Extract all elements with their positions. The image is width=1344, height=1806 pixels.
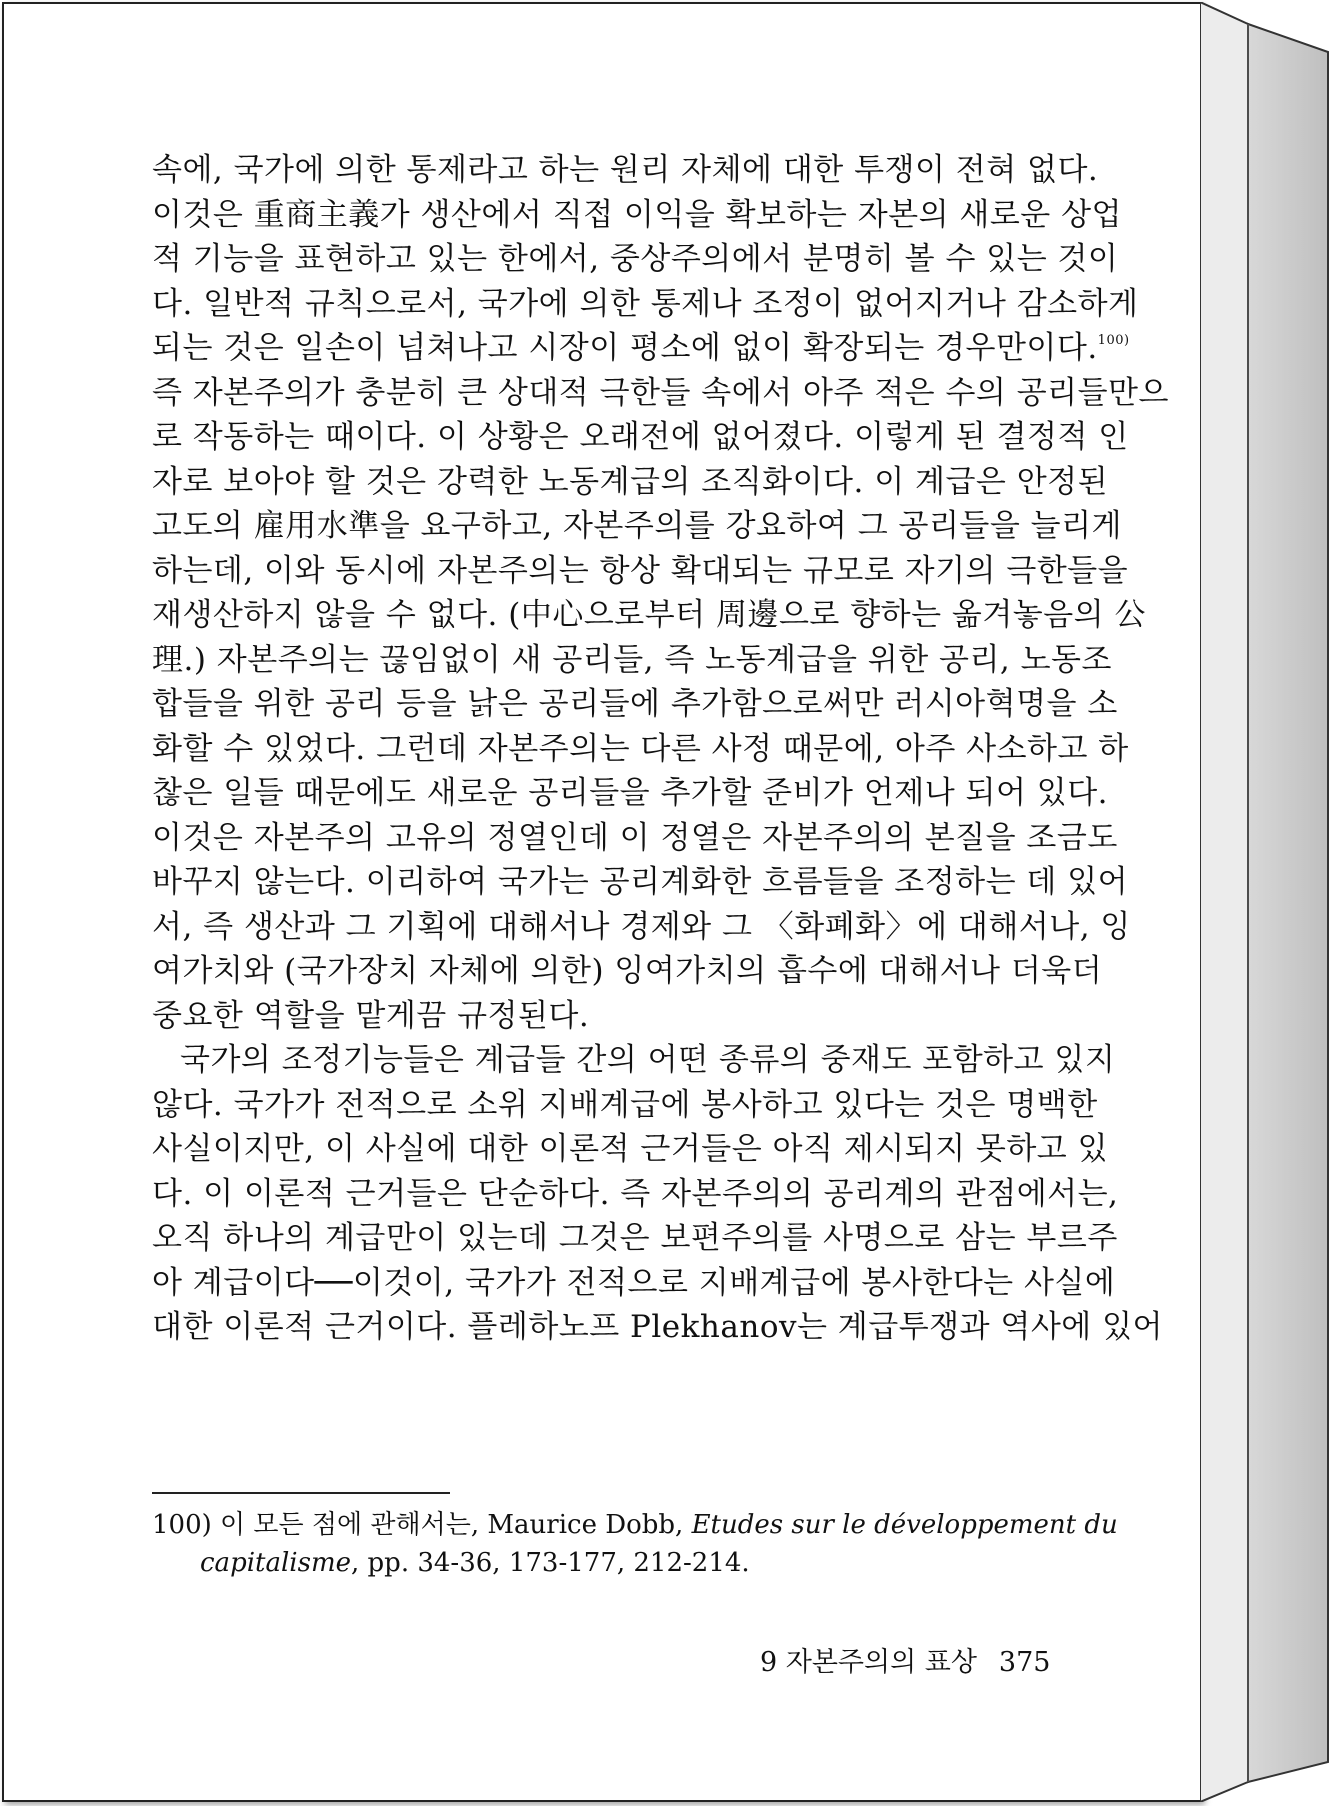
footnote (152, 1506, 1118, 1582)
text-line: 않다. 국가가 전적으로 소위 지배계급에 봉사하고 있다는 것은 명백한 (152, 1086, 1098, 1123)
text-line: 다. 일반적 규칙으로서, 국가에 의한 통제나 조정이 없어지거나 감소하게 (152, 285, 1139, 322)
running-footer (760, 1640, 1060, 1679)
text-line: 아 계급이다──이것이, 국가가 전적으로 지배계급에 봉사한다는 사실에 (152, 1264, 1116, 1301)
text-line: 합들을 위한 공리 등을 낡은 공리들에 추가함으로써만 러시아혁명을 소 (152, 686, 1118, 722)
footnote-line (152, 1506, 1118, 1544)
footnote-title: Etudes sur le développement du (691, 1510, 1118, 1540)
text-line: 하는데, 이와 동시에 자본주의는 항상 확대되는 규모로 자기의 극한들을 (152, 552, 1129, 589)
text-line: 국가의 조정기능들은 계급들 간의 어떤 종류의 중재도 포함하고 있지 (180, 1042, 1116, 1078)
text-line: 바꾸지 않는다. 이리하여 국가는 공리계화한 흐름들을 조정하는 데 있어 (152, 864, 1129, 900)
text-line: 재생산하지 않을 수 없다. (中心으로부터 周邊으로 향하는 옮겨놓음의 公 (152, 597, 1146, 633)
body-text (152, 148, 1169, 1350)
text-line: 로 작동하는 때이다. 이 상황은 오래전에 없어졌다. 이렇게 된 결정적 인 (152, 419, 1129, 455)
footnote-text: , pp. 34-36, 173-177, 212-214. (351, 1548, 750, 1578)
text-line (152, 326, 1130, 371)
text-line: 화할 수 있었다. 그런데 자본주의는 다른 사정 때문에, 아주 사소하고 하 (152, 730, 1129, 767)
text-line: 서, 즉 생산과 그 기획에 대해서나 경제와 그 〈화폐화〉에 대해서나, 잉 (152, 908, 1131, 945)
footnote-divider (152, 1492, 450, 1494)
text-line: 대한 이론적 근거이다. 플레하노프 Plekhanov는 계급투쟁과 역사에 있어 (152, 1309, 1163, 1345)
text-line: 자로 보아야 할 것은 강력한 노동계급의 조직화이다. 이 계급은 안정된 (152, 463, 1109, 500)
text-line: 이것은 자본주의 고유의 정열인데 이 정열은 자본주의의 본질을 조금도 (152, 819, 1118, 856)
text-line: 다. 이 이론적 근거들은 단순하다. 즉 자본주의의 공리계의 관점에서는, (152, 1175, 1119, 1212)
chapter-title: 9 자본주의의 표상 (760, 1647, 977, 1678)
footnote-text: 이 모든 점에 관해서는, Maurice Dobb, (211, 1510, 692, 1540)
text-line: 속에, 국가에 의한 통제라고 하는 원리 자체에 대한 투쟁이 전혀 없다. (152, 152, 1099, 188)
text-line: 중요한 역할을 맡게끔 규정된다. (152, 997, 590, 1034)
text-line: 적 기능을 표현하고 있는 한에서, 중상주의에서 분명히 볼 수 있는 것이 (152, 241, 1119, 277)
text-line: 理.) 자본주의는 끊임없이 새 공리들, 즉 노동계급을 위한 공리, 노동조 (152, 641, 1112, 678)
text-line: 이것은 重商主義가 생산에서 직접 이익을 확보하는 자본의 새로운 상업 (152, 196, 1122, 233)
text-line: 여가치와 (국가장치 자체에 의한) 잉여가치의 흡수에 대해서나 더욱더 (152, 953, 1103, 989)
text-line: 사실이지만, 이 사실에 대한 이론적 근거들은 아직 제시되지 못하고 있 (152, 1131, 1109, 1167)
text-line: 즉 자본주의가 충분히 큰 상대적 극한들 속에서 아주 적은 수의 공리들만으 (152, 374, 1169, 411)
footnote-number: 100) (152, 1510, 212, 1540)
footnote-title: capitalisme (200, 1548, 351, 1578)
text-line: 오직 하나의 계급만이 있는데 그것은 보편주의를 사명으로 삼는 부르주 (152, 1220, 1118, 1256)
text-line: 고도의 雇用水準을 요구하고, 자본주의를 강요하여 그 공리들을 늘리게 (152, 508, 1122, 544)
text-line: 찮은 일들 때문에도 새로운 공리들을 추가할 준비가 언제나 되어 있다. (152, 775, 1109, 811)
text-line-content: 되는 것은 일손이 넘쳐나고 시장이 평소에 없이 확장되는 경우만이다. (152, 330, 1098, 366)
footnote-reference: 100) (1097, 333, 1130, 348)
footnote-line (152, 1544, 1052, 1582)
book-spine (1200, 2, 1330, 1802)
page-number: 375 (998, 1647, 1051, 1678)
